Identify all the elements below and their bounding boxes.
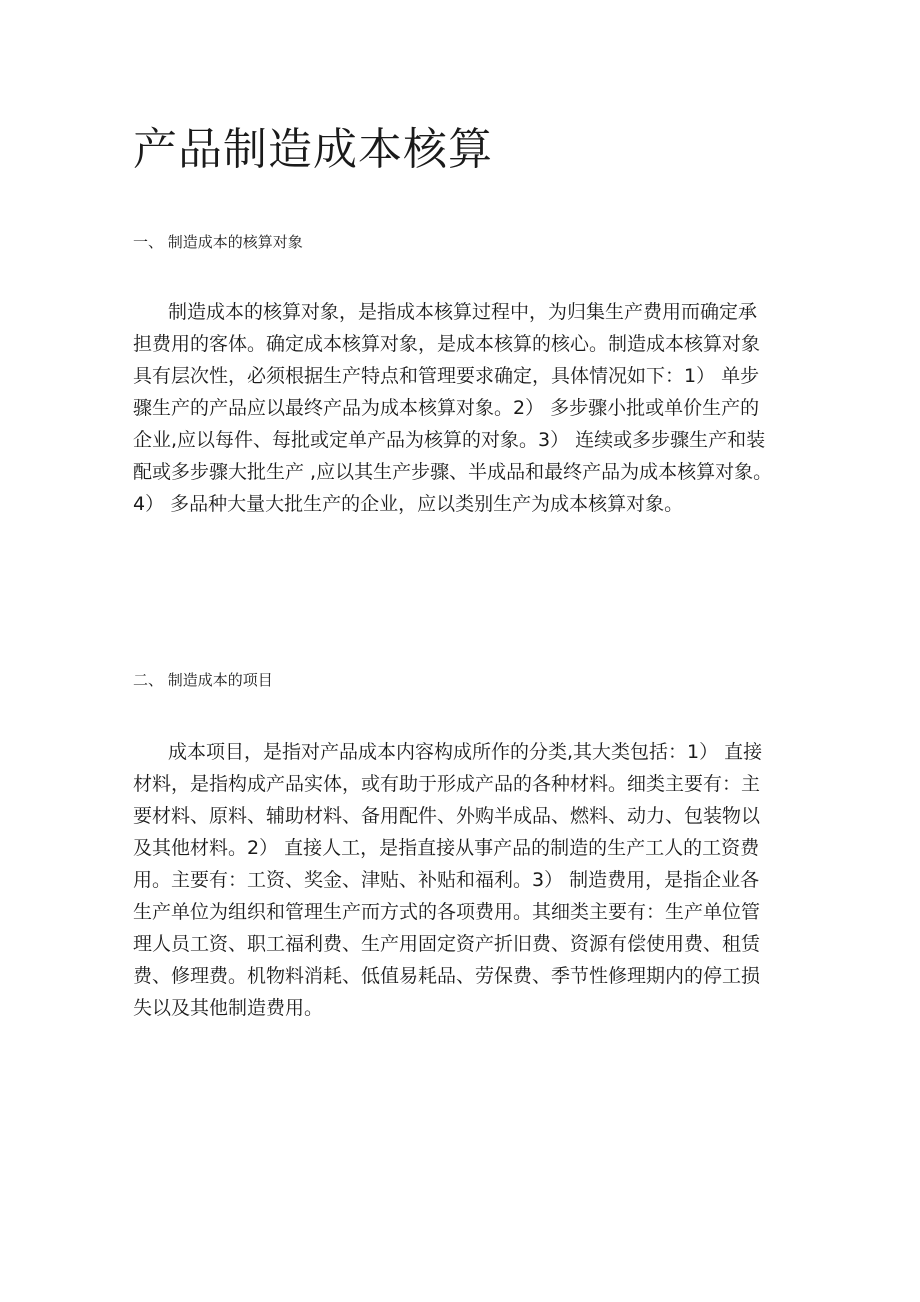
paragraph-line: 成本项目，是指对产品成本内容构成所作的分类,其大类包括：1） 直接 xyxy=(168,741,763,763)
paragraph-line: 费、修理费。机物料消耗、低值易耗品、劳保费、季节性修理期内的停工损 xyxy=(133,965,761,987)
paragraph-cost-items xyxy=(133,736,793,1024)
paragraph-line: 及其他材料。2） 直接人工，是指直接从事产品的制造的生产工人的工资费 xyxy=(133,837,760,859)
section-heading-cost-objects: 一、 制造成本的核算对象 xyxy=(133,233,303,251)
paragraph-line: 配或多步骤大批生产 ,应以其生产步骤、半成品和最终产品为成本核算对象。 xyxy=(133,461,773,483)
section-heading-cost-items: 二、 制造成本的项目 xyxy=(133,671,273,689)
paragraph-line: 企业,应以每件、每批或定单产品为核算的对象。3） 连续或多步骤生产和装 xyxy=(133,429,766,451)
paragraph-line: 要材料、原料、辅助材料、备用配件、外购半成品、燃料、动力、包装物以 xyxy=(133,805,761,827)
paragraph-line: 骤生产的产品应以最终产品为成本核算对象。2） 多步骤小批或单价生产的 xyxy=(133,397,760,419)
paragraph-line: 生产单位为组织和管理生产而方式的各项费用。其细类主要有：生产单位管 xyxy=(133,901,761,923)
paragraph-line: 用。主要有：工资、奖金、津贴、补贴和福利。3） 制造费用，是指企业各 xyxy=(133,869,760,891)
paragraph-line: 具有层次性，必须根据生产特点和管理要求确定，具体情况如下：1） 单步 xyxy=(133,365,760,387)
paragraph-cost-objects xyxy=(133,296,793,520)
paragraph-line: 材料，是指构成产品实体，或有助于形成产品的各种材料。细类主要有：主 xyxy=(133,773,761,795)
paragraph-line: 4） 多品种大量大批生产的企业，应以类别生产为成本核算对象。 xyxy=(133,493,684,515)
document-title: 产品制造成本核算 xyxy=(133,124,493,175)
paragraph-line: 失以及其他制造费用。 xyxy=(133,997,324,1019)
paragraph-line: 担费用的客体。确定成本核算对象，是成本核算的核心。制造成本核算对象 xyxy=(133,333,761,355)
paragraph-line: 理人员工资、职工福利费、生产用固定资产折旧费、资源有偿使用费、租赁 xyxy=(133,933,761,955)
paragraph-line: 制造成本的核算对象，是指成本核算过程中，为归集生产费用而确定承 xyxy=(168,301,758,323)
